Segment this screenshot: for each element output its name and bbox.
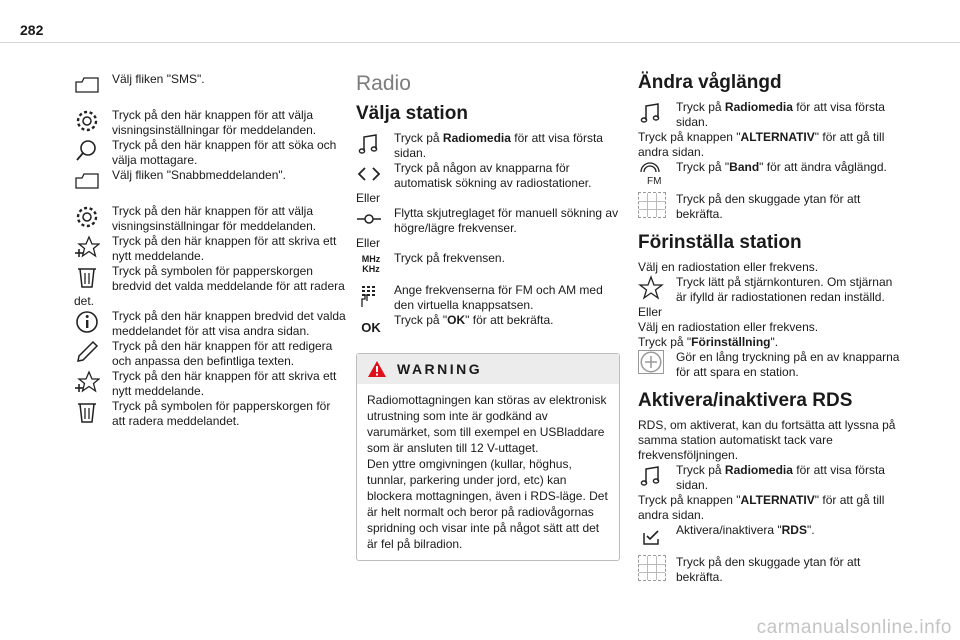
slider-icon xyxy=(356,206,386,232)
info-icon xyxy=(74,309,104,335)
new-message-icon xyxy=(74,234,104,260)
heading-select-station: Välja station xyxy=(356,103,468,124)
list-item: Tryck på den här knappen för att skriva ett nytt meddelande. xyxy=(74,234,346,264)
fm-band-icon xyxy=(638,160,668,186)
search-icon xyxy=(74,138,104,164)
column-messages xyxy=(74,72,346,429)
shaded-area-icon xyxy=(638,555,668,581)
list-item: Tryck på den skuggade ytan för att bekräfta. xyxy=(638,192,900,222)
list-item: MHz KHz Tryck på frekvensen. xyxy=(356,251,620,277)
gear-icon xyxy=(74,204,104,230)
watermark: carmanualsonline.info xyxy=(756,617,952,638)
ok-icon: OK xyxy=(361,320,381,335)
heading-change-band: Ändra våglängd xyxy=(638,72,782,93)
column-band: Ändra våglängd Tryck på Radiomedia för att visa första sidan. Tryck på knappen "ALTERNATIV" för att gå till andra sidan. FM Tryck på "Band" för att ändra våglängd. Tryck på den skuggade ytan för att bekräfta. Förinställa station Välj en radiostation eller frekvens. Tryck lätt på stjärnkonturen. Om stjärnan är ifylld är radiostationen redan inställd. Eller Välj en radiostation eller frekvens. Tryck på "Förinställning". Gör en lång tryckning på en av knapparna för att spara en station. Aktivera/inaktivera RDS RDS, om aktiverat, kan du fortsätta att lyssna på samma station automatiskt tack vare frekvensföljningen. Tryck på Radiomedia för att visa första sidan. Tryck på knappen "ALTERNATIV" för att gå till andra sidan. Aktivera/inaktivera "RDS". Tryck på den skuggade ytan för att bekräfta. xyxy=(638,72,900,584)
list-item: Ange frekvenserna för FM och AM med den virtuella knappsatsen. xyxy=(356,283,620,313)
list-item: OK Tryck på "OK" för att bekräfta. xyxy=(356,313,620,339)
list-item: Tryck lätt på stjärnkonturen. Om stjärnan är ifylld är radiostationen redan inställd. xyxy=(638,275,900,305)
list-item: Välj fliken "Snabbmeddelanden". xyxy=(74,168,346,194)
list-item: Tryck på den här knappen för att skriva ett nytt meddelande. xyxy=(74,369,346,399)
trash-icon xyxy=(74,264,104,290)
warning-text: Radiomottagningen kan störas av elektronisk utrustning som inte är godkänd av varumärket, som till exempel en USBladdare som är ansluten till 12 V-uttaget. xyxy=(367,393,607,455)
page-number: 282 xyxy=(20,22,44,38)
list-item: Tryck på den skuggade ytan för att bekräfta. xyxy=(638,555,900,585)
list-item: Tryck på symbolen för papperskorgen bredvid det valda meddelande för att radera det. xyxy=(74,264,345,308)
chevrons-icon xyxy=(356,161,386,187)
list-item: Tryck på den här knappen bredvid det valda meddelandet för att visa andra sidan. xyxy=(74,309,346,339)
warning-box xyxy=(356,353,620,561)
list-item: Tryck på den här knappen för att söka och välja mottagare. xyxy=(74,138,346,168)
music-note-icon xyxy=(638,100,668,126)
list-item: Tryck på den här knappen för att välja visningsinställningar för meddelanden. xyxy=(74,204,346,234)
list-item: Gör en lång tryckning på en av knapparna för att spara en station. xyxy=(638,350,900,380)
list-item: Flytta skjutreglaget för manuell sökning av högre/lägre frekvenser. xyxy=(356,206,620,236)
frequency-icon: MHz KHz xyxy=(361,254,381,274)
list-item: Tryck på någon av knapparna för automatisk sökning av radiostationer. xyxy=(356,161,620,191)
shaded-area-icon xyxy=(638,192,668,218)
pencil-icon xyxy=(74,339,104,365)
star-outline-icon xyxy=(638,275,668,301)
list-item: Välj fliken "SMS". xyxy=(74,72,346,98)
section-title: Radio xyxy=(356,72,411,95)
warning-text: Den yttre omgivningen (kullar, höghus, tunnlar, parkering under jord, etc) kan blockera mottagningen, även i RDS-läge. Det är helt normalt och beror på radiovågornas spridning och visar inte på något sätt att det är fel på bilradion. xyxy=(367,457,608,551)
warning-icon xyxy=(367,360,387,378)
list-item: Tryck på den här knappen för att välja visningsinställningar för meddelanden. xyxy=(74,108,346,138)
tab-icon xyxy=(74,168,104,194)
list-item: Tryck på Radiomedia för att visa första sidan. xyxy=(356,131,620,161)
checkbox-icon xyxy=(638,523,668,549)
trash-icon xyxy=(74,399,104,425)
music-note-icon xyxy=(638,463,668,489)
plus-icon xyxy=(638,350,668,376)
list-item: Tryck på Radiomedia för att visa första sidan. xyxy=(638,463,900,493)
page-header xyxy=(0,0,960,43)
heading-preset-station: Förinställa station xyxy=(638,232,802,253)
list-item: Aktivera/inaktivera "RDS". xyxy=(638,523,900,549)
keypad-icon xyxy=(356,283,386,309)
column-radio: Radio Välja station Tryck på Radiomedia för att visa första sidan. Tryck på någon av knapparna för automatisk sökning av radiostationer. Eller Flytta skjutreglaget för manuell sökning av högre/lägre frekvenser. Eller MHz KHz Tryck på frekvensen. Ange frekvenserna för FM och AM med den virtuella knappsatsen. OK Tryck på "OK" för att bekräfta. WARNING Radiomottagningen kan störas av elektronisk utrustning som inte är godkänd av varumärket, som till exempel en USBladdare som är ansluten till 12 V-uttaget. Den yttre omgivningen (kullar, höghus, tunnlar, parkering under jord, etc) kan blockera mottagningen, även i RDS-läge. Det är helt normalt och beror på radiovågornas spridning och visar inte på något sätt att det är fel på bilradion. xyxy=(356,72,620,561)
list-item: FM Tryck på "Band" för att ändra våglängd. xyxy=(638,160,900,186)
new-message-icon xyxy=(74,369,104,395)
gear-icon xyxy=(74,108,104,134)
music-note-icon xyxy=(356,131,386,157)
list-item: Tryck på den här knappen för att redigera och anpassa den befintliga texten. xyxy=(74,339,346,369)
heading-rds: Aktivera/inaktivera RDS xyxy=(638,390,853,411)
tab-icon xyxy=(74,72,104,98)
warning-title: WARNING xyxy=(397,360,483,377)
list-item: Tryck på symbolen för papperskorgen för att radera meddelandet. xyxy=(74,399,346,429)
list-item: Tryck på Radiomedia för att visa första sidan. xyxy=(638,100,900,130)
svg-text:FM: FM xyxy=(647,176,662,186)
